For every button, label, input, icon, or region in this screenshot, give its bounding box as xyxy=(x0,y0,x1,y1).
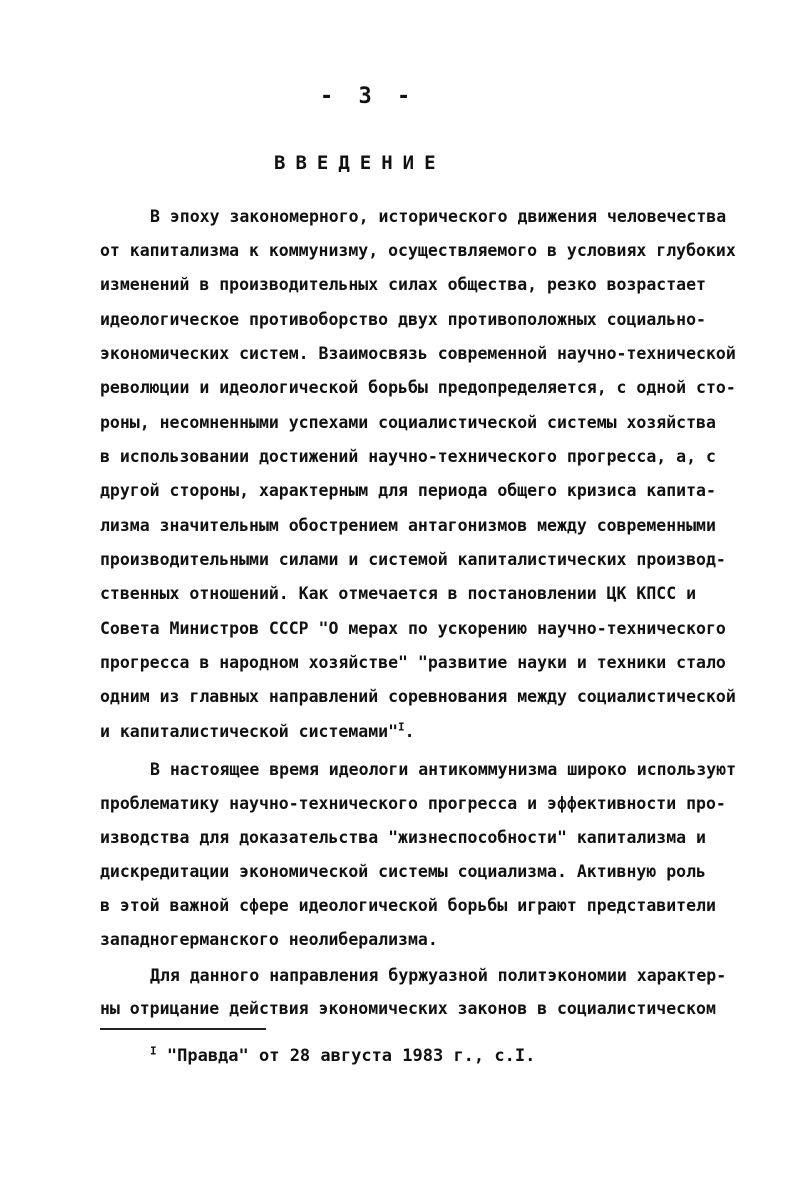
paragraph-1-line-3: изменений в производительных силах общества, резко возрастает xyxy=(100,275,706,294)
paragraph-1-line-5: экономических систем. Взаимосвязь современной научно-технической xyxy=(100,344,736,363)
paragraph-2-line-3: изводства для доказательства "жизнеспособности" капитализма и xyxy=(100,828,706,847)
paragraph-1-line-14: прогресса в народном хозяйстве" "развитие науки и техники стало xyxy=(100,653,726,672)
paragraph-3-line-2: ны отрицание действия экономических законов в социалистическом xyxy=(100,999,716,1018)
footnote-reference: I xyxy=(398,720,405,734)
page-number: - 3 - xyxy=(320,84,417,109)
paragraph-2-line-1: В настоящее время идеологи антикоммунизма широко используют xyxy=(150,760,737,779)
paragraph-3-line-1: Для данного направления буржуазной политэкономии характер- xyxy=(150,966,727,985)
paragraph-1-line-16 xyxy=(100,722,415,742)
footnote-text: "Правда" от 28 августа 1983 г., с.I. xyxy=(166,1046,536,1066)
paragraph-1-line-6: революции и идеологической борьбы предопределяется, с одной сто- xyxy=(100,378,736,397)
paragraph-1-line-10: лизма значительным обострением антагонизмов между современными xyxy=(100,516,716,535)
paragraph-2-line-2: проблематику научно-технического прогресса и эффективности про- xyxy=(100,794,726,813)
paragraph-1-line-13: Совета Министров СССР "О мерах по ускорению научно-технического xyxy=(100,619,726,638)
paragraph-2-line-6: западногерманского неолиберализма. xyxy=(100,930,438,949)
paragraph-1-line-16-text: и капиталистической системами" xyxy=(100,722,399,741)
paragraph-1-line-1: В эпоху закономерного, исторического движения человечества xyxy=(150,207,727,226)
paragraph-1-line-8: в использовании достижений научно-технического прогресса, а, с xyxy=(100,447,716,466)
paragraph-1-line-7: роны, несомненными успехами социалистической системы хозяйства xyxy=(100,413,716,432)
paragraph-1-line-9: другой стороны, характерным для периода общего кризиса капита- xyxy=(100,481,716,500)
footnote-marker: I xyxy=(150,1044,157,1058)
paragraph-1-line-16-tail: . xyxy=(404,722,415,741)
footnote xyxy=(150,1046,535,1066)
paragraph-1-line-4: идеологическое противоборство двух противоположных социально- xyxy=(100,310,706,329)
paragraph-2-line-5: в этой важной сфере идеологической борьбы играют представители xyxy=(100,896,716,915)
footnote-divider xyxy=(100,1028,266,1030)
page-title: ВВЕДЕНИЕ xyxy=(274,152,446,174)
paragraph-1-line-11: производительными силами и системой капиталистических производ- xyxy=(100,550,726,569)
paragraph-1-line-12: ственных отношений. Как отмечается в постановлении ЦК КПСС и xyxy=(100,584,697,603)
paragraph-2-line-4: дискредитации экономической системы социализма. Активную роль xyxy=(100,862,706,881)
paragraph-1-line-2: от капитализма к коммунизму, осуществляемого в условиях глубоких xyxy=(100,241,736,260)
paragraph-1-line-15: одним из главных направлений соревнования между социалистической xyxy=(100,687,736,706)
